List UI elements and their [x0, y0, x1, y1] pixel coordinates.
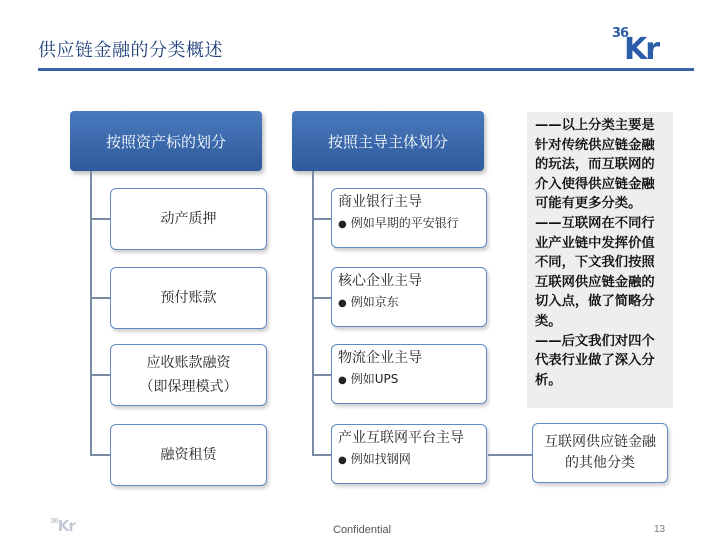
- entity-item-title: 商业银行主导: [338, 194, 422, 210]
- entity-item-bank: [331, 188, 487, 248]
- commentary-note: [527, 112, 673, 408]
- entity-item-title: 核心企业主导: [338, 273, 422, 289]
- note-line-3: ——后文我们对四个代表行业做了深入分析。: [535, 333, 655, 388]
- side-connector-line: [488, 454, 532, 456]
- entity-item-industrial-internet: [331, 424, 487, 484]
- asset-item-label: 融资租赁: [160, 447, 217, 463]
- title-divider: [38, 68, 694, 71]
- logo-text: Kr: [624, 32, 659, 67]
- brand-logo: [612, 26, 674, 66]
- asset-tree-branch-4: [90, 454, 110, 456]
- entity-item-example: [338, 368, 480, 392]
- entity-item-core-enterprise: [331, 267, 487, 327]
- entity-tree-branch-1: [312, 218, 331, 220]
- note-line-1: ——以上分类主要是针对传统供应链金融的玩法，而互联网的介入使得供应链金融可能有更多分类。: [535, 118, 655, 212]
- entity-item-example: [338, 212, 480, 236]
- entity-item-example-text: 例如京东: [350, 295, 399, 309]
- entity-item-example-text: 例如UPS: [350, 372, 399, 386]
- entity-item-example: [338, 448, 480, 472]
- asset-tree-trunk: [90, 171, 92, 454]
- entity-classification-header: 按照主导主体划分: [292, 111, 484, 171]
- asset-item-label: 应收账款融资: [146, 355, 231, 371]
- bullet-icon: ●: [338, 375, 347, 386]
- logo-number: 36: [612, 26, 629, 41]
- footer-logo: [50, 517, 75, 535]
- asset-item-movable-pledge: [110, 188, 267, 250]
- entity-item-example-text: 例如早期的平安银行: [350, 216, 459, 230]
- entity-item-example-text: 例如找钢网: [350, 452, 411, 466]
- asset-tree-branch-3: [90, 374, 110, 376]
- bullet-icon: ●: [338, 298, 347, 309]
- slide-title: 供应链金融的分类概述: [38, 40, 223, 61]
- entity-tree-trunk: [312, 171, 314, 454]
- asset-tree-branch-2: [90, 297, 110, 299]
- asset-item-receivables: [110, 344, 267, 406]
- bullet-icon: ●: [338, 455, 347, 466]
- entity-tree-branch-2: [312, 297, 331, 299]
- asset-classification-header: 按照资产标的划分: [70, 111, 262, 171]
- bullet-icon: ●: [338, 219, 347, 230]
- asset-item-sublabel: （即保理模式）: [139, 379, 238, 395]
- confidential-label: Confidential: [333, 524, 392, 536]
- entity-item-logistics: [331, 344, 487, 404]
- entity-item-example: [338, 291, 480, 315]
- asset-item-prepayment: [110, 267, 267, 329]
- asset-item-label: 预付账款: [160, 290, 217, 306]
- entity-tree-branch-3: [312, 374, 331, 376]
- entity-tree-branch-4: [312, 454, 331, 456]
- footer-logo-number: 36: [50, 517, 58, 525]
- note-line-2: ——互联网在不同行业产业链中发挥价值不同，下文我们按照互联网供应链金融的切入点，做了简略分类。: [535, 215, 655, 329]
- entity-item-title: 产业互联网平台主导: [338, 430, 464, 446]
- asset-item-label: 动产质押: [160, 211, 217, 227]
- asset-tree-branch-1: [90, 218, 110, 220]
- other-classification-box: 互联网供应链金融的其他分类: [532, 423, 668, 483]
- footer-logo-text: Kr: [57, 517, 75, 535]
- page-number: 13: [654, 524, 666, 535]
- asset-item-leasing: [110, 424, 267, 486]
- entity-item-title: 物流企业主导: [338, 350, 422, 366]
